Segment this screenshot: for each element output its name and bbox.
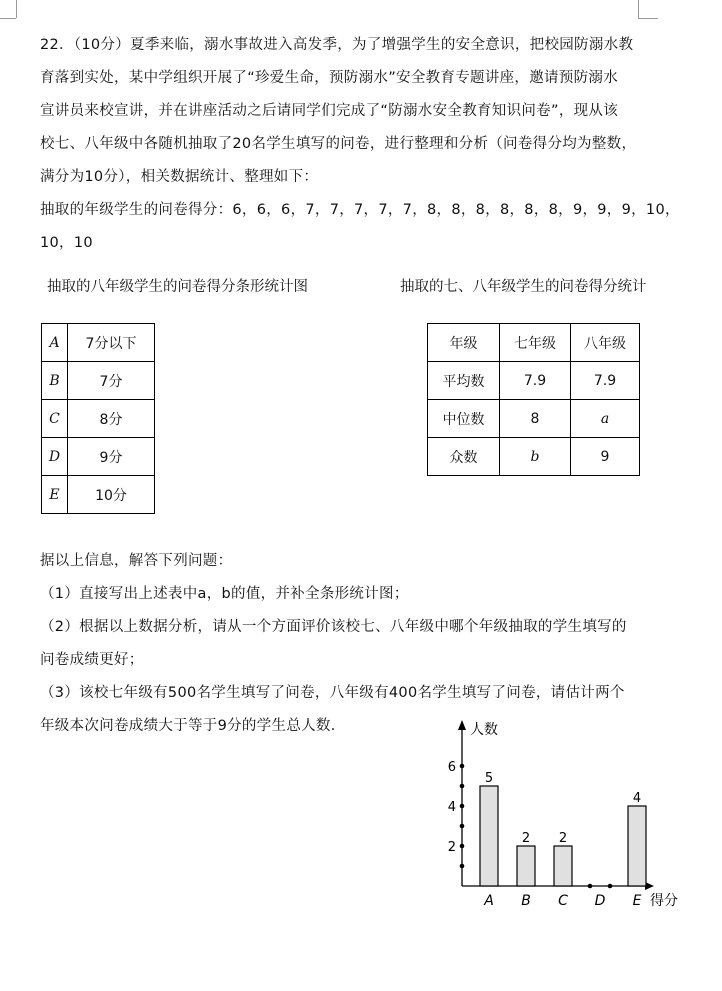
x-tick-label: D: [594, 893, 606, 909]
question-3-line-2: 年级本次问卷成绩大于等于9分的学生总人数．: [40, 718, 346, 734]
y-tick-dot: [460, 784, 465, 789]
bar-c: [554, 846, 572, 886]
legend-row: [42, 362, 155, 400]
stats-row: [428, 400, 640, 438]
bar-value-label: 2: [521, 831, 531, 846]
legend-label: 7分以下: [68, 324, 155, 362]
problem-line-6: 抽取的年级学生的问卷得分：6，6，6，7，7，7，7，7，8，8，8，8，8，8，9，9，9，10，: [40, 202, 680, 218]
y-tick-dot: [460, 864, 465, 869]
legend-code: B: [42, 362, 68, 400]
y-tick-label: 6: [447, 760, 456, 775]
stats-row-label: 众数: [428, 438, 500, 476]
right-caption: 抽取的七、八年级学生的问卷得分统计: [400, 279, 647, 295]
axis-dot: [588, 884, 593, 889]
question-2-line-2: 问卷成绩更好；: [40, 652, 144, 668]
legend-code: E: [42, 476, 68, 514]
stats-header-row: [428, 324, 640, 362]
stats-row-label: 中位数: [428, 400, 500, 438]
y-tick-dot: [460, 804, 465, 809]
stats-header: 七年级: [500, 324, 571, 362]
legend-label: 9分: [68, 438, 155, 476]
stats-header: 年级: [428, 324, 500, 362]
stats-row-label: 平均数: [428, 362, 500, 400]
stats-cell: 8: [500, 400, 571, 438]
y-tick-dot: [460, 844, 465, 849]
stats-cell: a: [571, 400, 640, 438]
legend-code: D: [42, 438, 68, 476]
x-tick-label: E: [632, 893, 642, 909]
corner-mark-right-h: [638, 18, 658, 19]
question-1: （1）直接写出上述表中a，b的值，并补全条形统计图；: [40, 586, 409, 602]
stats-cell: 7.9: [500, 362, 571, 400]
bar-e: [628, 806, 646, 886]
bar-b: [517, 846, 535, 886]
legend-table: [41, 323, 155, 514]
stats-row: [428, 362, 640, 400]
legend-label: 7分: [68, 362, 155, 400]
bar-a: [480, 786, 498, 886]
problem-line-3: 宣讲员来校宣讲，并在讲座活动之后请同学们完成了“防溺水安全教育知识问卷”，现从该: [40, 103, 619, 119]
y-tick-dot: [460, 824, 465, 829]
problem-line-5: 满分为10分），相关数据统计、整理如下：: [40, 169, 319, 185]
legend-row: [42, 324, 155, 362]
axis-dot: [608, 884, 613, 889]
y-tick-dot: [460, 764, 465, 769]
stats-table: [427, 323, 640, 476]
legend-label: 8分: [68, 400, 155, 438]
questions-intro: 据以上信息，解答下列问题：: [40, 553, 233, 569]
legend-code: C: [42, 400, 68, 438]
stats-cell: 7.9: [571, 362, 640, 400]
legend-label: 10分: [68, 476, 155, 514]
problem-line-1: 22．（10分）夏季来临，溺水事故进入高发季，为了增强学生的安全意识，把校园防溺水教: [40, 37, 634, 53]
question-2-line-1: （2）根据以上数据分析，请从一个方面评价该校七、八年级中哪个年级抽取的学生填写的: [40, 619, 627, 635]
legend-code: A: [42, 324, 68, 362]
y-axis-arrow: [458, 720, 466, 730]
x-axis-label: 得分: [650, 893, 678, 909]
stats-row: [428, 438, 640, 476]
legend-row: [42, 438, 155, 476]
stats-cell: 9: [571, 438, 640, 476]
bar-chart: [430, 710, 700, 920]
bar-value-label: 4: [632, 791, 642, 806]
y-axis-label: 人数: [470, 722, 498, 738]
legend-row: [42, 476, 155, 514]
left-caption: 抽取的八年级学生的问卷得分条形统计图: [47, 279, 308, 295]
problem-line-2: 育落到实处，某中学组织开展了“珍爱生命，预防溺水”安全教育专题讲座，邀请预防溺水: [40, 70, 619, 86]
bar-value-label: 2: [558, 831, 568, 846]
x-tick-label: A: [484, 893, 494, 909]
y-tick-label: 4: [447, 800, 456, 815]
stats-header: 八年级: [571, 324, 640, 362]
corner-mark-right: [638, 0, 639, 18]
question-3-line-1: （3）该校七年级有500名学生填写了问卷，八年级有400名学生填写了问卷，请估计两个: [40, 685, 625, 701]
legend-row: [42, 400, 155, 438]
x-tick-label: B: [521, 893, 531, 909]
bar-value-label: 5: [484, 771, 494, 786]
problem-line-4: 校七、八年级中各随机抽取了20名学生填写的问卷，进行整理和分析（问卷得分均为整数，: [40, 136, 637, 152]
y-tick-label: 2: [447, 840, 456, 855]
problem-line-7: 10，10: [40, 235, 93, 251]
stats-cell: b: [500, 438, 571, 476]
x-tick-label: C: [558, 893, 568, 909]
corner-mark-left: [16, 0, 17, 18]
corner-mark-left-h: [0, 18, 16, 19]
